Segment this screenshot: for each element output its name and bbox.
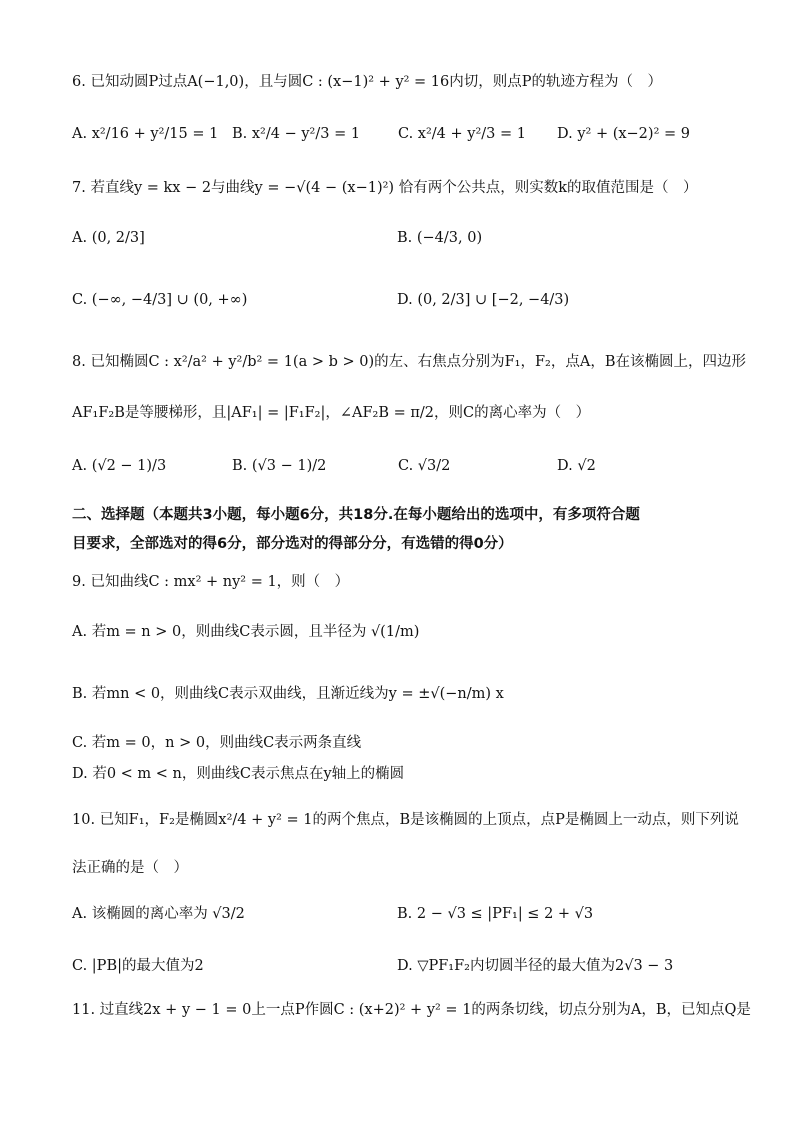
q9-option-b: B. 若mn < 0，则曲线C表示双曲线，且渐近线为y = ±√(−n/m) x <box>72 686 504 702</box>
q10-option-d: D. ▽PF₁F₂内切圆半径的最大值为2√3 − 3 <box>397 958 674 974</box>
q7-option-a: A. (0, 2/3] <box>72 230 145 246</box>
q9-option-d: D. 若0 < m < n，则曲线C表示焦点在y轴上的椭圆 <box>72 766 405 782</box>
q6-option-d: D. y² + (x−2)² = 9 <box>557 126 690 142</box>
q8-option-c: C. √3/2 <box>398 458 451 474</box>
q8-stem-line-1: 8. 已知椭圆C : x²/a² + y²/b² = 1(a > b > 0)的左、右焦点分别为F₁，F₂，点A，B在该椭圆上，四边形 <box>72 354 746 370</box>
q7-option-b: B. (−4/3, 0) <box>397 230 483 246</box>
q8-stem-line-2: AF₁F₂B是等腰梯形，且|AF₁| = |F₁F₂|，∠AF₂B = π/2，则C的离心率为（ ） <box>72 405 591 421</box>
q10-option-b: B. 2 − √3 ≤ |PF₁| ≤ 2 + √3 <box>397 906 594 922</box>
q9-option-c: C. 若m = 0，n > 0，则曲线C表示两条直线 <box>72 735 362 751</box>
q8-option-b: B. (√3 − 1)/2 <box>232 458 327 474</box>
section-heading-line-1: 二、选择题（本题共3小题，每小题6分，共18分.在每小题给出的选项中，有多项符合题 <box>72 507 640 523</box>
q11-stem: 11. 过直线2x + y − 1 = 0上一点P作圆C : (x+2)² + y² = 1的两条切线，切点分别为A，B，已知点Q是 <box>72 1002 751 1018</box>
q6-option-b: B. x²/4 − y²/3 = 1 <box>232 126 361 142</box>
q10-option-c: C. |PB|的最大值为2 <box>72 958 204 974</box>
q8-option-a: A. (√2 − 1)/3 <box>72 458 167 474</box>
q10-stem-line-1: 10. 已知F₁，F₂是椭圆x²/4 + y² = 1的两个焦点，B是该椭圆的上顶点，点P是椭圆上一动点，则下列说 <box>72 812 739 828</box>
q9-option-a: A. 若m = n > 0，则曲线C表示圆，且半径为 √(1/m) <box>72 624 420 640</box>
q10-stem-line-2: 法正确的是（ ） <box>72 860 188 876</box>
q7-stem: 7. 若直线y = kx − 2与曲线y = −√(4 − (x−1)²) 恰有两个公共点，则实数k的取值范围是（ ） <box>72 180 698 196</box>
q6-option-c: C. x²/4 + y²/3 = 1 <box>398 126 526 142</box>
q8-option-d: D. √2 <box>557 458 596 474</box>
q7-option-c: C. (−∞, −4/3] ∪ (0, +∞) <box>72 292 248 308</box>
q6-stem: 6. 已知动圆P过点A(−1,0)，且与圆C : (x−1)² + y² = 16内切，则点P的轨迹方程为（ ） <box>72 74 663 90</box>
section-heading-line-2: 目要求，全部选对的得6分，部分选对的得部分分，有选错的得0分） <box>72 536 513 552</box>
q7-option-d: D. (0, 2/3] ∪ [−2, −4/3) <box>397 292 570 308</box>
q6-option-a: A. x²/16 + y²/15 = 1 <box>72 126 219 142</box>
q10-option-a: A. 该椭圆的离心率为 √3/2 <box>72 906 245 922</box>
q9-stem: 9. 已知曲线C : mx² + ny² = 1，则（ ） <box>72 574 350 590</box>
